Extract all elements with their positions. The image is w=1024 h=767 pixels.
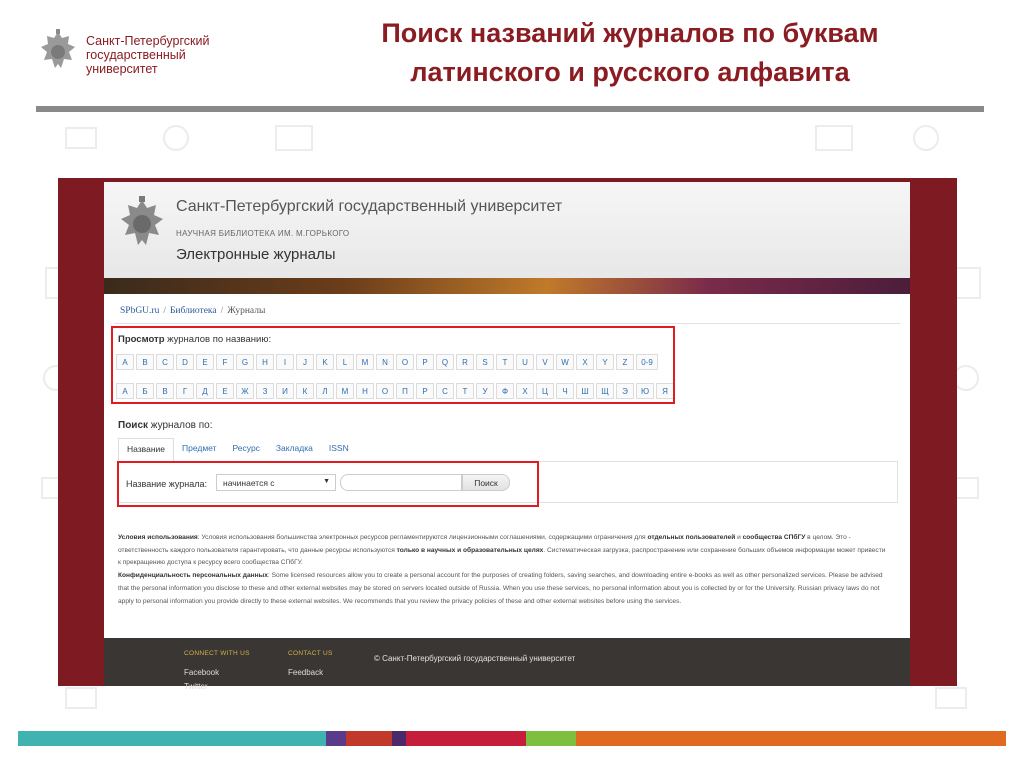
stripe-segment	[526, 731, 576, 746]
breadcrumb	[120, 306, 265, 316]
latin-letter-button[interactable]: V	[536, 354, 554, 370]
bottom-color-stripe	[18, 731, 1006, 746]
latin-letter-button[interactable]: Y	[596, 354, 614, 370]
cyrillic-letter-button[interactable]: Н	[356, 383, 374, 399]
footer-connect-heading: CONNECT WITH US	[184, 650, 250, 657]
cyrillic-letter-button[interactable]: П	[396, 383, 414, 399]
cyrillic-letter-button[interactable]: Х	[516, 383, 534, 399]
tab-title[interactable]: Название	[118, 438, 174, 462]
footer-contact-heading: CONTACT US	[288, 650, 333, 657]
slide-logo	[36, 28, 236, 84]
latin-letter-button[interactable]: B	[136, 354, 154, 370]
cyrillic-letter-button[interactable]: Ш	[576, 383, 594, 399]
latin-letter-button[interactable]: W	[556, 354, 574, 370]
footer-facebook-link[interactable]: Facebook	[184, 668, 220, 677]
cyrillic-letter-button[interactable]: Щ	[596, 383, 614, 399]
latin-letter-button[interactable]: S	[476, 354, 494, 370]
cyrillic-letter-button[interactable]: Ж	[236, 383, 254, 399]
search-tabs	[118, 438, 357, 462]
footer-twitter-link[interactable]: Twitter	[184, 682, 208, 691]
cyrillic-letter-button[interactable]: Ц	[536, 383, 554, 399]
terms-of-use: Условия использования: Условия использования большинства электронных ресурсов регламентируются лицензионными соглашениями, содержащими ограничения для отдельных пользователей и сообщества СПбГУ в целом. Это - ответственность каждого пользователя гарантировать, что данные ресурсы используются только в научных и образовательных целях. Систематическая загрузка, распространение или сохранение больших объемов информации может привести к прекращению доступа к ресурсу всего сообщества СПбГУ. Конфиденциальность персональных данных: Some licensed resources allow you to create a personal account for the purposes of creating folders, saving searches, and downloading entire e-books as well as other personalized services. Please be advised that the personal information you disclose to these and other external websites may be stored on servers located outside of Russia. When you use these services, no personal information about you is collected by or for the University. Russian privacy laws do not apply to personal information you provide directly to these external websites. We recommends that you review the privacy policies of these and other external websites before using the services.	[118, 534, 886, 605]
slide-title: Поиск названий журналов по буквам латинского и русского алфавита	[381, 18, 879, 87]
library-journals-page	[104, 182, 910, 691]
latin-letter-button[interactable]: D	[176, 354, 194, 370]
latin-letter-button[interactable]: Q	[436, 354, 454, 370]
cyrillic-letter-button[interactable]: К	[296, 383, 314, 399]
divider	[114, 323, 900, 324]
latin-letter-button[interactable]: H	[256, 354, 274, 370]
site-footer	[104, 638, 910, 691]
highlight-box-alphabet	[111, 326, 675, 404]
latin-letter-button[interactable]: M	[356, 354, 374, 370]
tab-resource[interactable]: Ресурс	[232, 443, 260, 453]
latin-letter-button[interactable]: T	[496, 354, 514, 370]
latin-letter-button[interactable]: P	[416, 354, 434, 370]
cyrillic-letter-button[interactable]: У	[476, 383, 494, 399]
cyrillic-letter-button[interactable]: Я	[656, 383, 674, 399]
breadcrumb-link-home[interactable]: SPbGU.ru	[120, 306, 160, 316]
latin-letter-button[interactable]: N	[376, 354, 394, 370]
cyrillic-letter-button[interactable]: Т	[456, 383, 474, 399]
latin-letter-button[interactable]: J	[296, 354, 314, 370]
cyrillic-letter-button[interactable]: Г	[176, 383, 194, 399]
latin-letter-button[interactable]: E	[196, 354, 214, 370]
cyrillic-letter-button[interactable]: С	[436, 383, 454, 399]
latin-letter-button[interactable]: K	[316, 354, 334, 370]
stripe-segment	[346, 731, 392, 746]
latin-letter-button[interactable]: G	[236, 354, 254, 370]
breadcrumb-link-library[interactable]: Библиотека	[169, 306, 217, 316]
latin-letter-button[interactable]: F	[216, 354, 234, 370]
slide-logo-text: Санкт-Петербургский государственный университет	[86, 34, 210, 76]
footer-feedback-link[interactable]: Feedback	[288, 668, 324, 677]
chevron-down-icon: ▼	[323, 478, 330, 485]
university-emblem-icon	[36, 28, 80, 78]
cyrillic-letter-button[interactable]: З	[256, 383, 274, 399]
latin-letter-button[interactable]: U	[516, 354, 534, 370]
breadcrumb-separator: /	[220, 306, 224, 316]
breadcrumb-separator: /	[163, 306, 166, 316]
tab-bookmark[interactable]: Закладка	[275, 443, 313, 453]
latin-letter-button[interactable]: X	[576, 354, 594, 370]
cyrillic-letter-button[interactable]: Д	[196, 383, 214, 399]
cyrillic-letter-button[interactable]: Ч	[556, 383, 574, 399]
cyrillic-letter-button[interactable]: Ю	[636, 383, 654, 399]
title-divider	[36, 106, 984, 112]
decorative-banner	[104, 278, 910, 294]
breadcrumb-current: Журналы	[227, 306, 266, 316]
cyrillic-letter-button[interactable]: Р	[416, 383, 434, 399]
copyright: © Санкт-Петербургский государственный университет	[374, 654, 576, 663]
cyrillic-letter-button[interactable]: И	[276, 383, 294, 399]
match-mode-value: начинается с	[223, 478, 275, 488]
cyrillic-letter-button[interactable]: Э	[616, 383, 634, 399]
cyrillic-letter-button[interactable]: А	[116, 383, 134, 399]
latin-letter-button[interactable]: C	[156, 354, 174, 370]
cyrillic-letter-button[interactable]: Ф	[496, 383, 514, 399]
cyrillic-letter-button[interactable]: Л	[316, 383, 334, 399]
cyrillic-letter-button[interactable]: Б	[136, 383, 154, 399]
latin-letter-button[interactable]: A	[116, 354, 134, 370]
tab-issn[interactable]: ISSN	[328, 443, 349, 453]
stripe-segment	[392, 731, 406, 746]
site-header	[104, 182, 910, 278]
stripe-segment	[18, 731, 326, 746]
journal-title-label: Название журнала:	[126, 479, 207, 489]
website-screenshot	[58, 178, 957, 691]
browse-heading: Просмотр журналов по названию:	[118, 334, 272, 345]
section-title: Электронные журналы	[176, 246, 336, 263]
latin-letter-button[interactable]: Z	[616, 354, 634, 370]
latin-letter-button[interactable]: L	[336, 354, 354, 370]
highlight-box-search	[117, 461, 539, 507]
latin-letter-button[interactable]: 0-9	[636, 354, 658, 370]
stripe-segment	[406, 731, 526, 746]
cyrillic-letter-button[interactable]: М	[336, 383, 354, 399]
search-heading: Поиск журналов по:	[118, 420, 213, 431]
latin-letter-button[interactable]: R	[456, 354, 474, 370]
tab-subject[interactable]: Предмет	[181, 443, 217, 453]
latin-letter-button[interactable]: O	[396, 354, 414, 370]
cyrillic-letter-button[interactable]: Е	[216, 383, 234, 399]
university-emblem-icon	[116, 196, 168, 256]
site-subtitle: НАУЧНАЯ БИБЛИОТЕКА ИМ. М.ГОРЬКОГО	[176, 229, 350, 238]
cyrillic-letter-button[interactable]: О	[376, 383, 394, 399]
search-button[interactable]: Поиск	[462, 474, 510, 491]
stripe-segment	[576, 731, 1006, 746]
site-name[interactable]: Санкт-Петербургский государственный университет	[176, 198, 563, 215]
cyrillic-letter-button[interactable]: В	[156, 383, 174, 399]
latin-letter-button[interactable]: I	[276, 354, 294, 370]
stripe-segment	[326, 731, 346, 746]
